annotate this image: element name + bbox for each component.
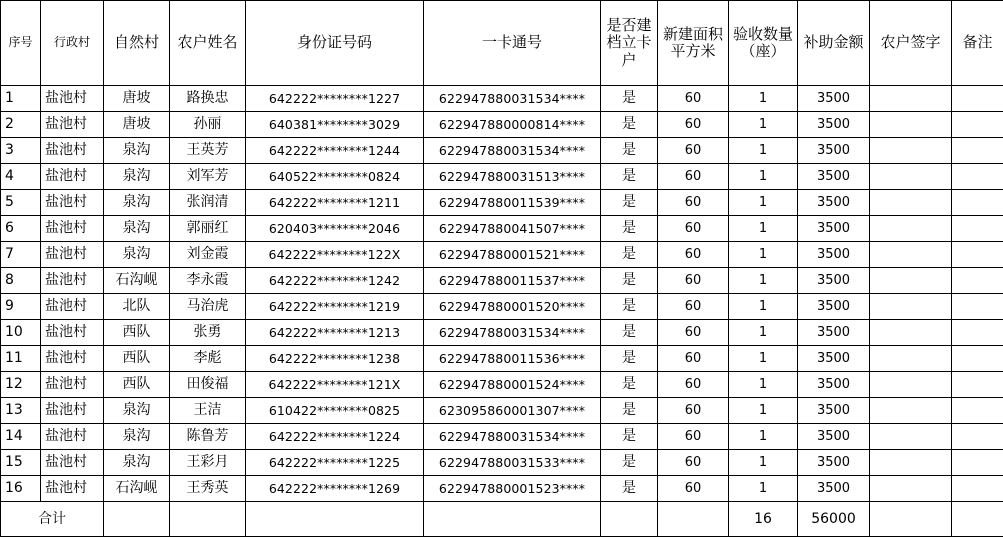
cell-card-number: 622947880041507**** [424,216,601,242]
col-header-remarks: 备注 [952,1,1003,86]
cell-remarks [952,424,1003,450]
cell-id-number: 642222********1244 [246,138,424,164]
cell-remarks [952,216,1003,242]
col-header-subsidy-amount: 补助金额 [798,1,870,86]
cell-farmer-name: 孙丽 [170,112,246,138]
cell-registered-poor: 是 [601,398,658,424]
totals-cell-empty [424,502,601,537]
cell-farmer-name: 王彩月 [170,450,246,476]
cell-new-area: 60 [658,398,729,424]
cell-new-area: 60 [658,86,729,112]
cell-index: 16 [1,476,41,502]
cell-index: 14 [1,424,41,450]
cell-registered-poor: 是 [601,216,658,242]
cell-id-number: 642222********121X [246,372,424,398]
cell-id-number: 642222********1227 [246,86,424,112]
cell-remarks [952,398,1003,424]
cell-card-number: 622947880011536**** [424,346,601,372]
cell-id-number: 642222********1211 [246,190,424,216]
col-header-signature: 农户签字 [870,1,952,86]
cell-remarks [952,138,1003,164]
table-row [1,320,1003,346]
cell-new-area: 60 [658,294,729,320]
cell-card-number: 622947880001521**** [424,242,601,268]
cell-new-area: 60 [658,320,729,346]
totals-cell-empty [658,502,729,537]
cell-admin-village: 盐池村 [41,424,104,450]
cell-farmer-name: 田俊福 [170,372,246,398]
cell-natural-village: 泉沟 [104,242,170,268]
cell-registered-poor: 是 [601,450,658,476]
cell-natural-village: 唐坡 [104,112,170,138]
cell-registered-poor: 是 [601,164,658,190]
cell-subsidy-amount: 3500 [798,398,870,424]
cell-natural-village: 泉沟 [104,138,170,164]
cell-card-number: 622947880011537**** [424,268,601,294]
cell-index: 6 [1,216,41,242]
cell-registered-poor: 是 [601,268,658,294]
cell-remarks [952,164,1003,190]
cell-accepted-quantity: 1 [729,346,798,372]
cell-card-number: 623095860001307**** [424,398,601,424]
cell-admin-village: 盐池村 [41,450,104,476]
cell-new-area: 60 [658,268,729,294]
col-header-registered-poor: 是否建档立卡户 [601,1,658,86]
totals-quantity: 16 [729,502,798,537]
cell-new-area: 60 [658,242,729,268]
col-header-accepted-quantity: 验收数量（座） [729,1,798,86]
cell-id-number: 640522********0824 [246,164,424,190]
cell-signature [870,268,952,294]
cell-index: 10 [1,320,41,346]
totals-cell-empty [170,502,246,537]
cell-new-area: 60 [658,424,729,450]
cell-signature [870,346,952,372]
cell-farmer-name: 王洁 [170,398,246,424]
cell-accepted-quantity: 1 [729,294,798,320]
cell-accepted-quantity: 1 [729,164,798,190]
cell-signature [870,450,952,476]
cell-id-number: 642222********1242 [246,268,424,294]
cell-card-number: 622947880031534**** [424,320,601,346]
totals-cell-empty [952,502,1003,537]
cell-new-area: 60 [658,476,729,502]
cell-new-area: 60 [658,112,729,138]
cell-farmer-name: 郭丽红 [170,216,246,242]
cell-subsidy-amount: 3500 [798,164,870,190]
cell-id-number: 640381********3029 [246,112,424,138]
table-row [1,476,1003,502]
cell-id-number: 620403********2046 [246,216,424,242]
cell-admin-village: 盐池村 [41,138,104,164]
cell-index: 15 [1,450,41,476]
cell-signature [870,372,952,398]
table-body [1,86,1003,502]
cell-admin-village: 盐池村 [41,190,104,216]
totals-cell-empty [601,502,658,537]
cell-natural-village: 石沟岘 [104,268,170,294]
table-row [1,294,1003,320]
cell-admin-village: 盐池村 [41,242,104,268]
cell-accepted-quantity: 1 [729,398,798,424]
cell-natural-village: 泉沟 [104,398,170,424]
cell-admin-village: 盐池村 [41,346,104,372]
cell-registered-poor: 是 [601,294,658,320]
col-header-admin-village: 行政村 [41,1,104,86]
table-row [1,86,1003,112]
cell-admin-village: 盐池村 [41,112,104,138]
col-header-farmer-name: 农户姓名 [170,1,246,86]
cell-card-number: 622947880011539**** [424,190,601,216]
cell-signature [870,216,952,242]
cell-admin-village: 盐池村 [41,86,104,112]
cell-new-area: 60 [658,138,729,164]
cell-subsidy-amount: 3500 [798,476,870,502]
cell-accepted-quantity: 1 [729,424,798,450]
table-row [1,424,1003,450]
cell-natural-village: 泉沟 [104,190,170,216]
cell-accepted-quantity: 1 [729,216,798,242]
cell-admin-village: 盐池村 [41,268,104,294]
cell-natural-village: 石沟岘 [104,476,170,502]
cell-registered-poor: 是 [601,86,658,112]
cell-registered-poor: 是 [601,112,658,138]
cell-remarks [952,476,1003,502]
cell-accepted-quantity: 1 [729,242,798,268]
cell-farmer-name: 王英芳 [170,138,246,164]
cell-new-area: 60 [658,164,729,190]
cell-subsidy-amount: 3500 [798,242,870,268]
cell-subsidy-amount: 3500 [798,190,870,216]
col-header-card-number: 一卡通号 [424,1,601,86]
cell-remarks [952,268,1003,294]
cell-natural-village: 泉沟 [104,450,170,476]
cell-new-area: 60 [658,346,729,372]
cell-admin-village: 盐池村 [41,398,104,424]
table-row [1,164,1003,190]
cell-farmer-name: 路换忠 [170,86,246,112]
cell-farmer-name: 张勇 [170,320,246,346]
table-row [1,190,1003,216]
cell-remarks [952,372,1003,398]
cell-admin-village: 盐池村 [41,372,104,398]
cell-subsidy-amount: 3500 [798,86,870,112]
totals-cell-empty [104,502,170,537]
cell-card-number: 622947880031534**** [424,138,601,164]
cell-accepted-quantity: 1 [729,320,798,346]
cell-admin-village: 盐池村 [41,164,104,190]
cell-index: 12 [1,372,41,398]
cell-id-number: 642222********1219 [246,294,424,320]
cell-farmer-name: 马治虎 [170,294,246,320]
cell-id-number: 642222********122X [246,242,424,268]
cell-index: 9 [1,294,41,320]
cell-card-number: 622947880031534**** [424,86,601,112]
cell-card-number: 622947880031533**** [424,450,601,476]
cell-remarks [952,450,1003,476]
col-header-index: 序号 [1,1,41,86]
cell-registered-poor: 是 [601,320,658,346]
cell-id-number: 642222********1213 [246,320,424,346]
cell-natural-village: 唐坡 [104,86,170,112]
cell-remarks [952,346,1003,372]
cell-farmer-name: 张润清 [170,190,246,216]
cell-remarks [952,112,1003,138]
cell-index: 7 [1,242,41,268]
cell-subsidy-amount: 3500 [798,268,870,294]
cell-natural-village: 西队 [104,372,170,398]
cell-signature [870,320,952,346]
cell-farmer-name: 李彪 [170,346,246,372]
cell-signature [870,164,952,190]
col-header-new-area: 新建面积平方米 [658,1,729,86]
cell-subsidy-amount: 3500 [798,112,870,138]
cell-index: 1 [1,86,41,112]
table-row [1,268,1003,294]
col-header-id-number: 身份证号码 [246,1,424,86]
cell-index: 11 [1,346,41,372]
cell-registered-poor: 是 [601,242,658,268]
cell-new-area: 60 [658,190,729,216]
totals-label: 合计 [1,502,104,537]
cell-registered-poor: 是 [601,346,658,372]
totals-amount: 56000 [798,502,870,537]
cell-farmer-name: 王秀英 [170,476,246,502]
cell-admin-village: 盐池村 [41,476,104,502]
cell-subsidy-amount: 3500 [798,346,870,372]
cell-farmer-name: 陈鲁芳 [170,424,246,450]
table-row [1,216,1003,242]
cell-remarks [952,294,1003,320]
cell-subsidy-amount: 3500 [798,372,870,398]
cell-admin-village: 盐池村 [41,320,104,346]
cell-admin-village: 盐池村 [41,216,104,242]
cell-subsidy-amount: 3500 [798,424,870,450]
cell-new-area: 60 [658,216,729,242]
table-row [1,346,1003,372]
cell-signature [870,86,952,112]
table-row [1,112,1003,138]
cell-card-number: 622947880001524**** [424,372,601,398]
cell-id-number: 642222********1238 [246,346,424,372]
totals-cell-empty [246,502,424,537]
cell-natural-village: 西队 [104,320,170,346]
cell-natural-village: 泉沟 [104,424,170,450]
table-row [1,398,1003,424]
cell-card-number: 622947880031513**** [424,164,601,190]
table-row [1,242,1003,268]
cell-registered-poor: 是 [601,138,658,164]
table-row [1,450,1003,476]
cell-index: 8 [1,268,41,294]
cell-id-number: 642222********1224 [246,424,424,450]
cell-subsidy-amount: 3500 [798,138,870,164]
cell-natural-village: 泉沟 [104,164,170,190]
header-row [1,1,1003,86]
cell-index: 5 [1,190,41,216]
cell-signature [870,190,952,216]
cell-accepted-quantity: 1 [729,476,798,502]
cell-registered-poor: 是 [601,476,658,502]
cell-admin-village: 盐池村 [41,294,104,320]
cell-remarks [952,320,1003,346]
cell-farmer-name: 刘军芳 [170,164,246,190]
totals-row [1,502,1003,537]
cell-registered-poor: 是 [601,424,658,450]
cell-card-number: 622947880031534**** [424,424,601,450]
cell-index: 4 [1,164,41,190]
cell-card-number: 622947880001520**** [424,294,601,320]
cell-natural-village: 北队 [104,294,170,320]
cell-subsidy-amount: 3500 [798,294,870,320]
cell-remarks [952,190,1003,216]
cell-registered-poor: 是 [601,190,658,216]
totals-cell-empty [870,502,952,537]
cell-accepted-quantity: 1 [729,372,798,398]
col-header-natural-village: 自然村 [104,1,170,86]
cell-id-number: 642222********1225 [246,450,424,476]
cell-signature [870,424,952,450]
table-row [1,372,1003,398]
cell-accepted-quantity: 1 [729,86,798,112]
cell-new-area: 60 [658,450,729,476]
cell-registered-poor: 是 [601,372,658,398]
cell-id-number: 610422********0825 [246,398,424,424]
cell-accepted-quantity: 1 [729,138,798,164]
cell-natural-village: 西队 [104,346,170,372]
cell-card-number: 622947880000814**** [424,112,601,138]
cell-card-number: 622947880001523**** [424,476,601,502]
cell-signature [870,476,952,502]
cell-farmer-name: 刘金霞 [170,242,246,268]
table-row [1,138,1003,164]
cell-signature [870,138,952,164]
cell-remarks [952,86,1003,112]
cell-farmer-name: 李永霞 [170,268,246,294]
cell-index: 3 [1,138,41,164]
cell-signature [870,294,952,320]
cell-index: 2 [1,112,41,138]
cell-natural-village: 泉沟 [104,216,170,242]
cell-accepted-quantity: 1 [729,450,798,476]
cell-subsidy-amount: 3500 [798,320,870,346]
cell-id-number: 642222********1269 [246,476,424,502]
cell-index: 13 [1,398,41,424]
cell-remarks [952,242,1003,268]
cell-signature [870,242,952,268]
cell-accepted-quantity: 1 [729,190,798,216]
cell-signature [870,398,952,424]
cell-new-area: 60 [658,372,729,398]
cell-signature [870,112,952,138]
cell-accepted-quantity: 1 [729,268,798,294]
cell-subsidy-amount: 3500 [798,450,870,476]
cell-accepted-quantity: 1 [729,112,798,138]
cell-subsidy-amount: 3500 [798,216,870,242]
